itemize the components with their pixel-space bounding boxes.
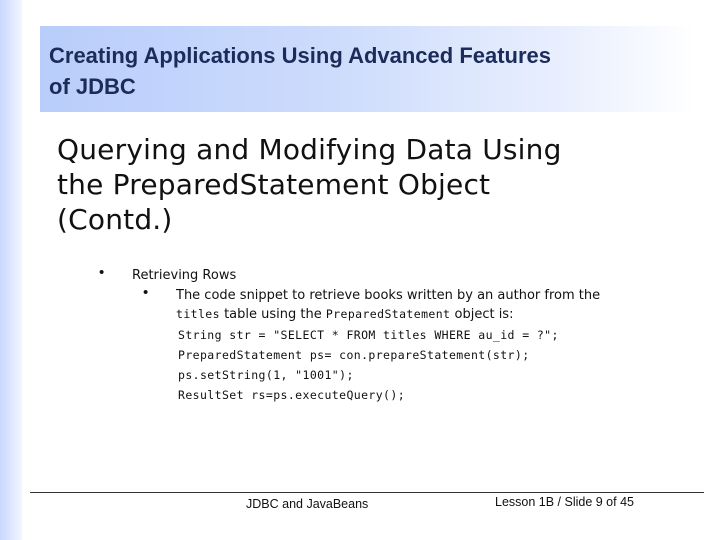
code-line-1: String str = "SELECT * FROM titles WHERE au_id = ?";: [178, 328, 559, 342]
sub-bullet-text-end: object is:: [450, 307, 514, 322]
slide-title: [57, 132, 677, 237]
sub-bullet-text-line1: The code snippet to retrieve books written by an author from the: [176, 288, 601, 303]
bullet-icon: •: [99, 264, 105, 281]
code-line-4: ResultSet rs=ps.executeQuery();: [178, 388, 406, 402]
left-decor-stripe: [0, 0, 22, 540]
course-title-line2: of JDBC: [49, 74, 136, 99]
slide-title-line3: (Contd.): [57, 203, 173, 236]
footer-slide-number: Lesson 1B / Slide 9 of 45: [495, 495, 634, 509]
course-title-line1: Creating Applications Using Advanced Features: [49, 43, 552, 68]
course-title: [49, 40, 669, 102]
code-line-2: PreparedStatement ps= con.prepareStatement(str);: [178, 348, 530, 362]
sub-bullet-icon: •: [143, 284, 149, 301]
bullet-text-retrieving-rows: Retrieving Rows: [132, 268, 237, 283]
slide-title-line2: the PreparedStatement Object: [57, 168, 491, 201]
slide-title-line1: Querying and Modifying Data Using: [57, 133, 562, 166]
sub-bullet-text-mid: table using the: [219, 307, 326, 322]
sub-bullet-text-line2: [176, 307, 513, 322]
footer-course-name: JDBC and JavaBeans: [246, 497, 369, 511]
code-line-3: ps.setString(1, "1001");: [178, 368, 354, 382]
code-term-titles: titles: [176, 307, 220, 321]
code-term-preparedstatement: PreparedStatement: [325, 307, 451, 321]
footer-divider: [30, 492, 704, 493]
